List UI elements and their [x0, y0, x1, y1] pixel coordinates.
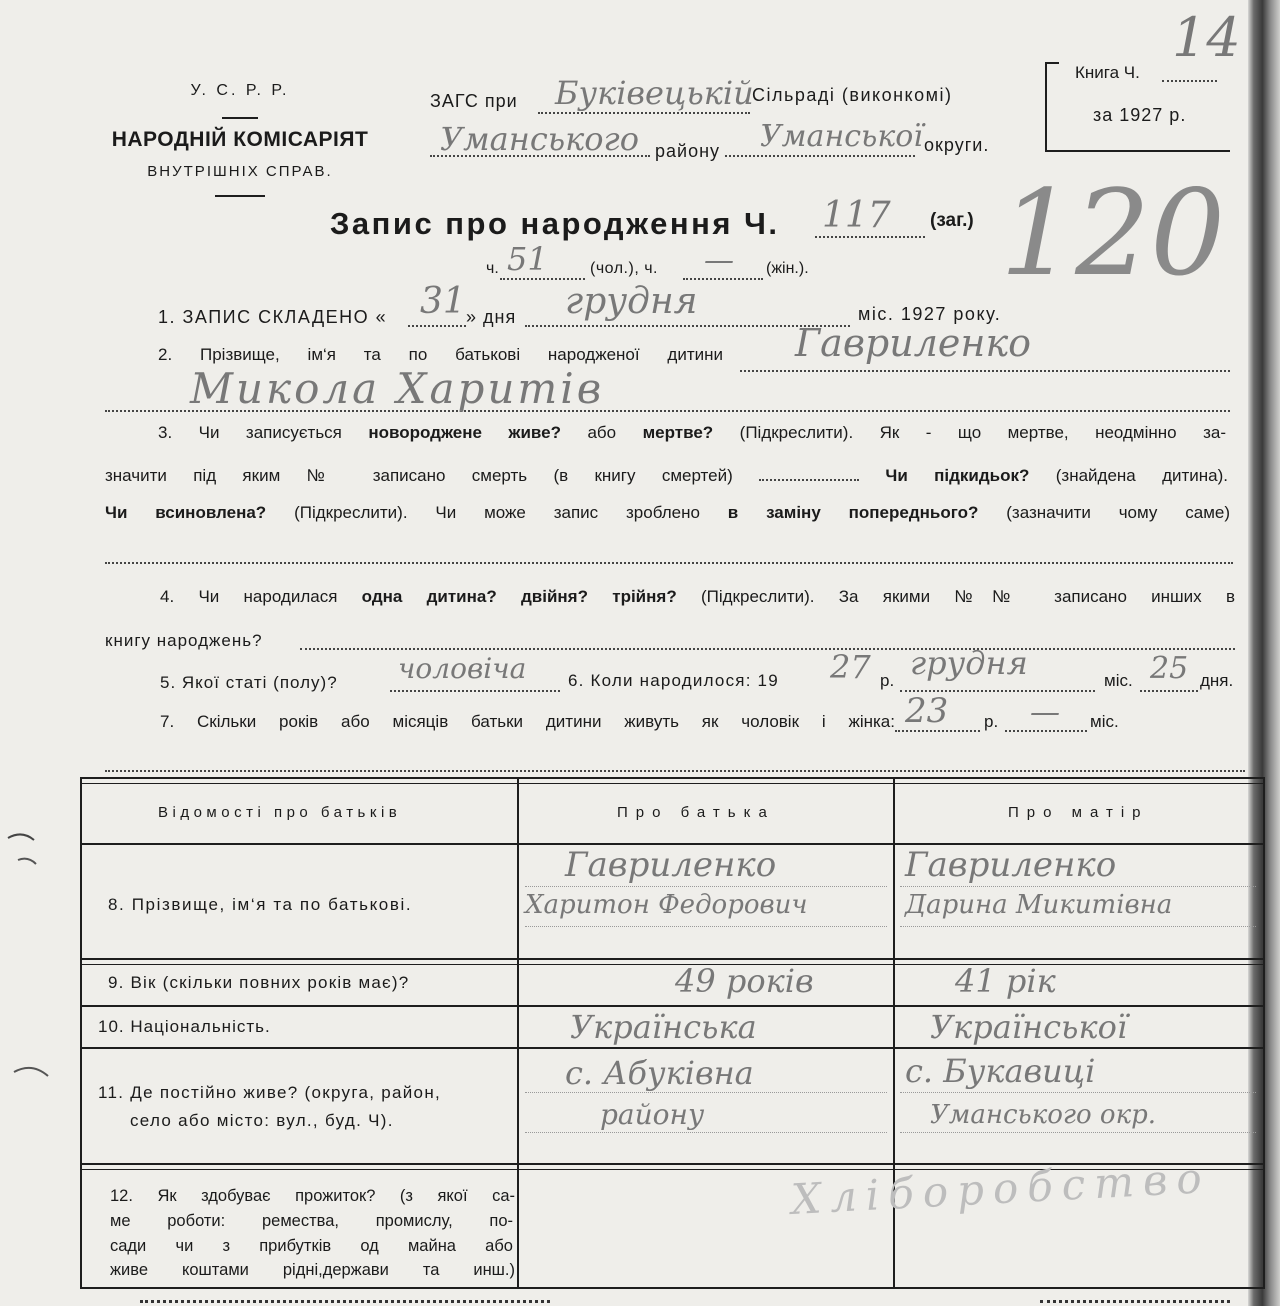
row9-label: 9. Вік (скільки повних років має)? — [108, 973, 410, 992]
row8-father-given: Харитон Федорович — [525, 890, 808, 920]
table-row8-divider-inner — [80, 964, 1265, 965]
okruha-label: округи. — [924, 135, 990, 155]
row11-label-1: 11. Де постійно живе? (округа, район, — [98, 1083, 442, 1102]
male-label: (чол.), ч. — [590, 260, 658, 277]
item3-l1b: новороджене живе? — [368, 423, 561, 442]
table-bottom-border — [80, 1287, 1265, 1289]
row12-label-2-text: ме роботи: ремества, промислу, по- — [110, 1212, 513, 1230]
row8-mother-surname: Гавриленко — [905, 845, 1117, 885]
table-row10-divider — [80, 1047, 1265, 1049]
item4-a: 4. Чи народилася — [160, 587, 338, 606]
father-address-rule-2 — [525, 1132, 887, 1133]
item1-suffix: міс. 1927 року. — [858, 304, 1002, 324]
female-label: (жін.). — [766, 260, 809, 277]
book-number-line — [1162, 80, 1217, 82]
item1-day-line — [408, 325, 466, 327]
raion-handwritten: Уманського — [440, 120, 639, 158]
bottom-cutoff-line — [140, 1300, 550, 1303]
item3-l3d: (зазначити чому саме) — [1006, 503, 1230, 522]
table-right-border — [1263, 777, 1265, 1289]
row10-mother-nationality: Української — [930, 1008, 1128, 1046]
bottom-cutoff-line-right — [1040, 1300, 1230, 1303]
item3-l3c: в заміну попереднього? — [727, 503, 979, 522]
item3-l2b: Чи підкидьок? — [885, 466, 1030, 485]
item4-c: (Підкреслити). За якими №№ записано инших в — [700, 587, 1235, 606]
item7-years-suffix: р. — [984, 712, 999, 731]
item3-l2c: (знайдена дитина). — [1055, 466, 1228, 485]
record-number-line — [815, 236, 925, 238]
row12-label-4 — [110, 1259, 515, 1283]
mother-address-rule-1 — [900, 1092, 1256, 1093]
item3-line3 — [105, 502, 1230, 526]
mother-name-rule-2 — [900, 926, 1256, 927]
row12-label-3 — [110, 1235, 513, 1259]
record-number-handwritten: 117 — [822, 195, 891, 236]
item3-l1a: 3. Чи записується — [158, 423, 342, 442]
book-box-bottom-border — [1045, 150, 1230, 152]
table-top-border — [80, 777, 1265, 779]
row12-label-1 — [110, 1185, 515, 1209]
okruha-line — [725, 155, 915, 157]
pen-mark-2 — [18, 859, 36, 864]
item5-sex-line — [390, 690, 560, 692]
item3-l2a: значити під яким № записано смерть (в книгу смертей) — [105, 466, 733, 485]
row9-mother-age: 41 рік — [955, 962, 1056, 1000]
item7-label — [160, 711, 895, 735]
book-number-handwritten: 14 — [1172, 6, 1241, 69]
item6-month-suffix: міс. — [1104, 671, 1133, 690]
record-suffix: (заг.) — [930, 210, 974, 231]
row10-father-nationality: Українська — [570, 1008, 757, 1046]
row12-label-4-text: живе коштами рідні,держави та инш.) — [110, 1261, 515, 1279]
father-address-rule-1 — [525, 1092, 887, 1093]
department-label: ВНУТРІШНІХ СПРАВ. — [147, 163, 333, 180]
item6-year-handwritten: 27 — [830, 648, 871, 686]
item6-day-handwritten: 25 — [1150, 651, 1189, 686]
republic-label: У. С. Р. Р. — [190, 82, 290, 99]
row8-label: 8. Прізвище, ім‘я та по батькові. — [108, 895, 413, 914]
item3-line2 — [105, 465, 1228, 489]
row12-label-1-text: 12. Як здобуває прожиток? (з якої са- — [110, 1187, 515, 1205]
item7-label-text: 7. Скільки років або місяців батьки дитини живуть як чоловік і жінка: — [160, 712, 895, 731]
item2-given-handwritten: Микола Харитів — [190, 364, 605, 413]
zags-prefix: ЗАГС при — [430, 91, 518, 111]
male-number-handwritten: 51 — [507, 240, 548, 278]
item6-year-suffix: р. — [880, 671, 895, 690]
row8-mother-given: Дарина Микитівна — [905, 890, 1173, 920]
row12-label-2 — [110, 1210, 513, 1234]
row12-label-3-text: сади чи з прибутків од майна або — [110, 1237, 513, 1255]
item3-reason-line — [105, 562, 1233, 564]
row11-label-2: село або місто: вул., буд. Ч). — [130, 1111, 394, 1130]
pen-mark-1 — [8, 834, 34, 840]
father-name-rule-2 — [525, 926, 887, 927]
header-rule-bottom — [215, 195, 265, 197]
commissariat-title: НАРОДНІЙ КОМІСАРІЯТ — [111, 128, 369, 151]
item3-line1 — [158, 422, 1226, 446]
zags-council-handwritten: Буківецькій — [555, 74, 754, 112]
row11-father-address-1: с. Абуківна — [565, 1054, 754, 1092]
row8-father-surname: Гавриленко — [565, 845, 777, 885]
item2-surname-line — [740, 370, 1230, 372]
row11-mother-address-1: с. Букавиці — [905, 1052, 1096, 1090]
male-prefix: ч. — [486, 260, 499, 277]
table-left-border — [80, 777, 82, 1289]
item7-months-suffix: міс. — [1090, 712, 1119, 731]
mother-address-rule-2 — [900, 1132, 1256, 1133]
table-row9-divider — [80, 1005, 1265, 1007]
item2-label-text: 2. Прізвище, ім‘я та по батькові народженої дитини — [158, 345, 723, 364]
male-number-line — [500, 278, 585, 280]
item3-l1c: або — [587, 423, 617, 442]
item1-day-handwritten: 31 — [420, 281, 466, 322]
raion-label: району — [655, 141, 721, 161]
item6-label: 6. Коли народилося: 19 — [568, 671, 779, 690]
item7-months-handwritten: — — [1030, 695, 1060, 730]
zags-council-suffix: Сільраді (виконкомі) — [752, 85, 953, 105]
mother-name-rule-1 — [900, 886, 1256, 887]
item5-label: 5. Якої статі (полу)? — [160, 673, 338, 692]
margin-number-handwritten: 120 — [1000, 164, 1226, 302]
margin-pen-marks — [0, 820, 70, 1100]
item1-label: 1. ЗАПИС СКЛАДЕНО « — [158, 307, 388, 327]
table-header-father: Про батька — [617, 804, 775, 821]
item3-l1e: (Підкреслити). Як - що мертве, неодмінно за- — [739, 423, 1226, 442]
book-year: за 1927 р. — [1093, 105, 1187, 125]
father-name-rule-1 — [525, 886, 887, 887]
item3-l3b: (Підкреслити). Чи може запис зроблено — [294, 503, 700, 522]
item1-month-handwritten: грудня — [565, 281, 698, 322]
item4-line1 — [160, 586, 1235, 610]
item6-day-suffix: дня. — [1200, 671, 1234, 690]
item3-l3a: Чи всиновлена? — [105, 503, 267, 522]
item4-numbers-line — [300, 648, 1235, 650]
book-box-left-border — [1045, 62, 1047, 152]
item6-day-line — [1140, 690, 1198, 692]
row12-occupation-faint: Хліборобство — [789, 1153, 1212, 1224]
female-number-handwritten: — — [704, 243, 734, 278]
pen-mark-3 — [14, 1068, 48, 1076]
header-rule-top — [222, 117, 258, 119]
table-header-mother: Про матір — [1008, 804, 1149, 821]
book-box-top-stub — [1045, 62, 1059, 64]
item3-death-number-line — [759, 467, 859, 481]
book-label: Книга Ч. — [1075, 63, 1140, 82]
row10-label: 10. Національність. — [98, 1017, 271, 1036]
item2-surname-handwritten: Гавриленко — [795, 321, 1032, 365]
item6-month-handwritten: грудня — [910, 644, 1028, 682]
item4-d: книгу народжень? — [105, 631, 263, 650]
item1-day-suffix: » дня — [466, 307, 517, 327]
item7-years-handwritten: 23 — [905, 691, 949, 731]
item7-months-line — [1005, 730, 1087, 732]
okruha-handwritten: Уманської — [760, 119, 923, 154]
record-title: Запис про народження Ч. — [330, 206, 780, 241]
item3-l1d: мертве? — [642, 423, 714, 442]
item4-b: одна дитина? двійня? трійня? — [361, 587, 677, 606]
item7-extra-line — [105, 770, 1245, 772]
table-row8-divider — [80, 958, 1265, 960]
zags-council-line — [538, 112, 750, 114]
table-header-info: Відомості про батьків — [158, 804, 402, 821]
row11-father-address-2: району — [600, 1098, 705, 1131]
row9-father-age: 49 років — [675, 962, 814, 1000]
table-col-divider-1 — [517, 777, 519, 1289]
row11-mother-address-2: Уманського окр. — [930, 1100, 1157, 1130]
item5-sex-handwritten: чоловіча — [398, 652, 527, 685]
female-number-line — [683, 278, 763, 280]
table-top-border-inner — [80, 783, 1265, 784]
